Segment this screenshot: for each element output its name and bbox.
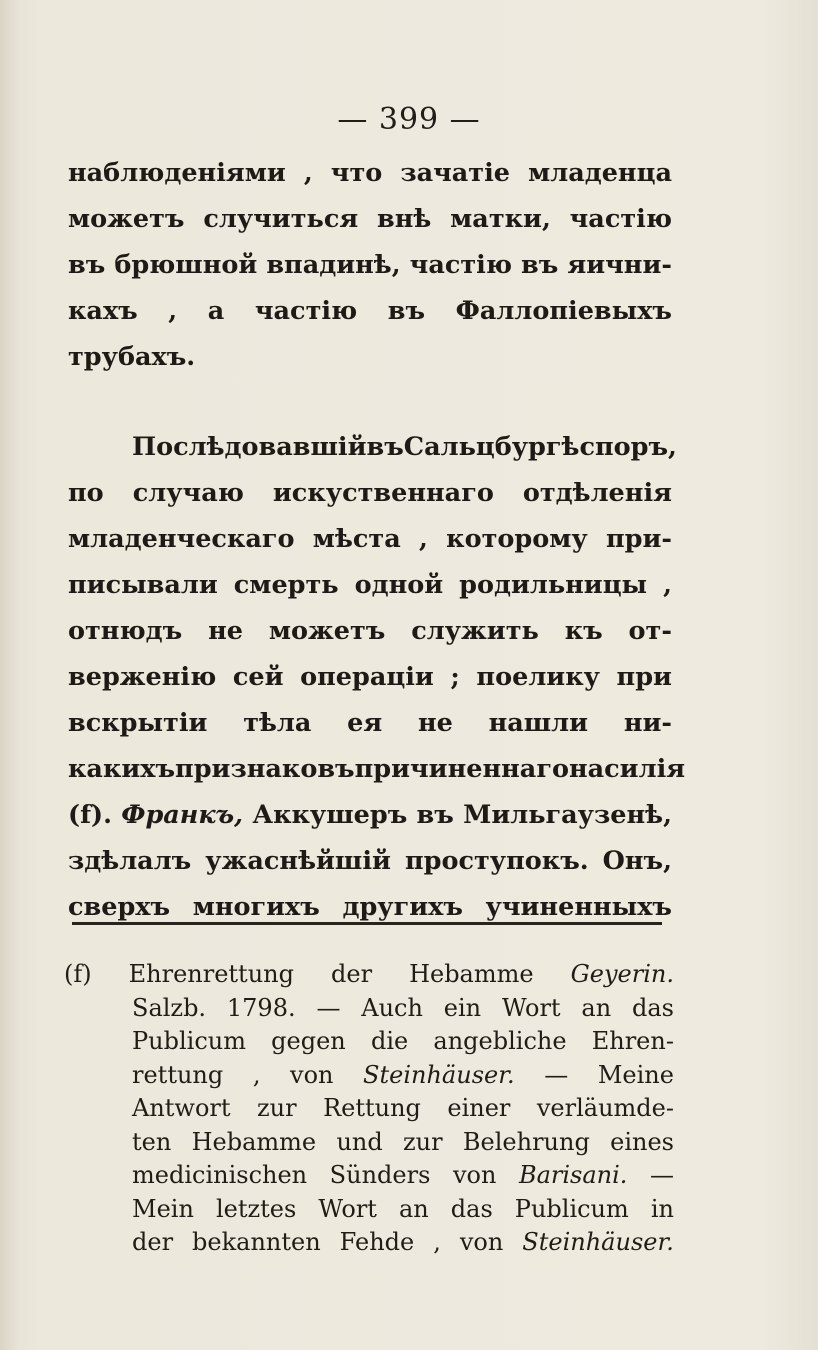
word: Онъ, bbox=[602, 846, 672, 876]
word: Ehren- bbox=[591, 1027, 674, 1055]
word: Antwort bbox=[132, 1094, 231, 1122]
footnote-line bbox=[64, 1226, 674, 1260]
word: ein bbox=[443, 993, 482, 1022]
word: не bbox=[417, 708, 453, 738]
word: здѣлалъ bbox=[68, 846, 192, 876]
word: die bbox=[370, 1027, 409, 1055]
word: младенца bbox=[528, 158, 672, 188]
word: der bbox=[132, 1228, 174, 1256]
word: верженiю bbox=[68, 662, 217, 692]
footnote-block bbox=[64, 958, 674, 1260]
word: in bbox=[650, 1194, 674, 1223]
text-line bbox=[68, 424, 677, 470]
word: Publicum bbox=[514, 1194, 629, 1223]
word: (f) bbox=[64, 960, 92, 988]
word: , bbox=[663, 570, 672, 600]
word: наблюденiями bbox=[68, 158, 286, 188]
word: Meine bbox=[597, 1060, 674, 1089]
footnote-line bbox=[64, 958, 674, 992]
footnote-line bbox=[64, 1159, 674, 1193]
word: Ehrenrettung bbox=[128, 960, 294, 988]
word: что bbox=[330, 158, 383, 188]
word: , bbox=[168, 296, 178, 326]
text-line bbox=[68, 608, 672, 654]
text-line bbox=[68, 288, 672, 334]
word: (f). bbox=[68, 800, 112, 830]
word: Hebamme bbox=[191, 1127, 317, 1156]
word: частiю bbox=[254, 296, 358, 326]
word: вскрытiи bbox=[68, 708, 208, 738]
word: отнюдъ bbox=[68, 616, 183, 646]
word: von bbox=[452, 1161, 497, 1189]
footnote-line bbox=[64, 1025, 674, 1059]
word: Auch bbox=[361, 993, 423, 1022]
word: Salzb. bbox=[132, 993, 207, 1022]
word: случиться bbox=[203, 204, 359, 234]
word: , bbox=[433, 1228, 441, 1256]
paragraph-gap bbox=[68, 380, 672, 424]
text-line bbox=[68, 654, 672, 700]
word: Сальцбургѣ bbox=[403, 432, 580, 462]
word: брюшной bbox=[114, 250, 258, 280]
footnote-divider bbox=[72, 922, 662, 925]
main-text bbox=[68, 150, 686, 930]
footnote-line bbox=[64, 1092, 674, 1126]
word: младенческаго bbox=[68, 524, 295, 554]
word: другихъ bbox=[342, 892, 463, 922]
text-line bbox=[68, 838, 672, 884]
word: eines bbox=[610, 1127, 674, 1156]
word: Fehde bbox=[339, 1228, 415, 1256]
word: насилiя bbox=[568, 754, 686, 784]
word: Sünders bbox=[329, 1161, 431, 1189]
word: къ bbox=[564, 616, 603, 646]
text-line bbox=[68, 700, 672, 746]
word: въ bbox=[416, 800, 454, 830]
word: можетъ bbox=[68, 204, 185, 234]
word: Geyerin. bbox=[570, 960, 674, 988]
word: Фаллопiевыхъ bbox=[455, 296, 672, 326]
word: — bbox=[544, 1060, 569, 1089]
word: отдѣленiя bbox=[522, 478, 672, 508]
word: Hebamme bbox=[409, 960, 534, 988]
word: зачатiе bbox=[400, 158, 511, 188]
word: кахъ bbox=[68, 296, 138, 326]
word: въ bbox=[68, 250, 106, 280]
word: das bbox=[450, 1194, 493, 1223]
word: многихъ bbox=[192, 892, 320, 922]
word: яични- bbox=[567, 250, 672, 280]
word: споръ, bbox=[579, 432, 677, 462]
word: , bbox=[252, 1060, 261, 1089]
word: ужаснѣйшiй bbox=[205, 846, 391, 876]
word: которому bbox=[446, 524, 588, 554]
word: das bbox=[631, 993, 674, 1022]
word: Publicum bbox=[132, 1027, 246, 1055]
word: признаковъ bbox=[175, 754, 355, 784]
word: трубахъ. bbox=[68, 342, 196, 372]
word: der bbox=[331, 960, 373, 988]
text-line bbox=[68, 196, 672, 242]
word: причиненнаго bbox=[354, 754, 569, 784]
word: Wort bbox=[501, 993, 561, 1022]
text-line bbox=[68, 334, 672, 380]
word: поелику bbox=[476, 662, 600, 692]
word: verläumde- bbox=[536, 1094, 674, 1122]
word: при bbox=[616, 662, 672, 692]
footnote-line bbox=[64, 992, 674, 1026]
footnote-line bbox=[64, 1193, 674, 1227]
word: an bbox=[398, 1194, 429, 1223]
word: смерть bbox=[233, 570, 339, 600]
word: , bbox=[419, 524, 428, 554]
word: мѣста bbox=[312, 524, 401, 554]
word: bekannten bbox=[192, 1228, 321, 1256]
word: — bbox=[316, 993, 341, 1022]
word: можетъ bbox=[268, 616, 386, 646]
text-line bbox=[68, 516, 672, 562]
word: Франкъ, bbox=[121, 800, 244, 830]
word: впадинѣ, bbox=[266, 250, 401, 280]
word: не bbox=[208, 616, 243, 646]
word: а bbox=[207, 296, 225, 326]
word: учиненныхъ bbox=[485, 892, 672, 922]
word: родильницы bbox=[459, 570, 648, 600]
word: операцiи bbox=[300, 662, 434, 692]
word: rettung bbox=[132, 1060, 224, 1089]
word: случаю bbox=[132, 478, 244, 508]
word: частiю bbox=[569, 204, 672, 234]
text-line bbox=[68, 746, 686, 792]
word: Mein bbox=[132, 1194, 194, 1223]
word: одной bbox=[354, 570, 444, 600]
word: частiю bbox=[409, 250, 513, 280]
word: матки, bbox=[450, 204, 551, 234]
word: ten bbox=[132, 1127, 172, 1156]
word: zur bbox=[403, 1127, 443, 1156]
word: — bbox=[649, 1161, 674, 1189]
word: при- bbox=[605, 524, 672, 554]
word: тѣла bbox=[243, 708, 312, 738]
word: сей bbox=[232, 662, 284, 692]
word: искуственнаго bbox=[272, 478, 494, 508]
word: Wort bbox=[318, 1194, 377, 1223]
word: von bbox=[459, 1228, 504, 1256]
page-number: — 399 — bbox=[337, 102, 481, 137]
word: an bbox=[581, 993, 612, 1022]
word: gegen bbox=[271, 1027, 346, 1055]
word: писывали bbox=[68, 570, 218, 600]
word: , bbox=[303, 158, 313, 188]
text-line bbox=[68, 470, 672, 516]
word: въ bbox=[387, 296, 426, 326]
word: Rettung bbox=[323, 1094, 421, 1122]
word: und bbox=[336, 1127, 383, 1156]
footnote-line bbox=[64, 1126, 674, 1160]
text-line bbox=[68, 562, 672, 608]
word: einer bbox=[447, 1094, 511, 1122]
word: zur bbox=[257, 1094, 297, 1122]
word: Steinhäuser. bbox=[522, 1228, 674, 1256]
word: 1798. bbox=[226, 993, 296, 1022]
word: ея bbox=[347, 708, 383, 738]
word: въ bbox=[366, 432, 404, 462]
text-line bbox=[68, 792, 672, 838]
word: сверхъ bbox=[68, 892, 171, 922]
word: ; bbox=[450, 662, 460, 692]
word: нашли bbox=[488, 708, 589, 738]
word: внѣ bbox=[377, 204, 432, 234]
word: letztes bbox=[215, 1194, 297, 1223]
word: от- bbox=[628, 616, 672, 646]
word: Barisani. bbox=[518, 1161, 628, 1189]
word: служить bbox=[411, 616, 539, 646]
word: medicinischen bbox=[132, 1161, 308, 1189]
word: Мильгаузенѣ, bbox=[463, 800, 672, 830]
word: какихъ bbox=[68, 754, 176, 784]
word: ни- bbox=[623, 708, 672, 738]
word: проступокъ. bbox=[404, 846, 589, 876]
word: Steinhäuser. bbox=[363, 1060, 515, 1089]
text-line bbox=[68, 150, 672, 196]
word: angebliche bbox=[433, 1027, 567, 1055]
word: въ bbox=[521, 250, 559, 280]
word: von bbox=[290, 1060, 334, 1089]
word: Belehrung bbox=[462, 1127, 590, 1156]
text-line bbox=[68, 242, 672, 288]
footnote-line bbox=[64, 1059, 674, 1093]
word: по bbox=[68, 478, 104, 508]
word: Аккушеръ bbox=[252, 800, 408, 830]
word: Послѣдовавшiй bbox=[132, 432, 367, 462]
